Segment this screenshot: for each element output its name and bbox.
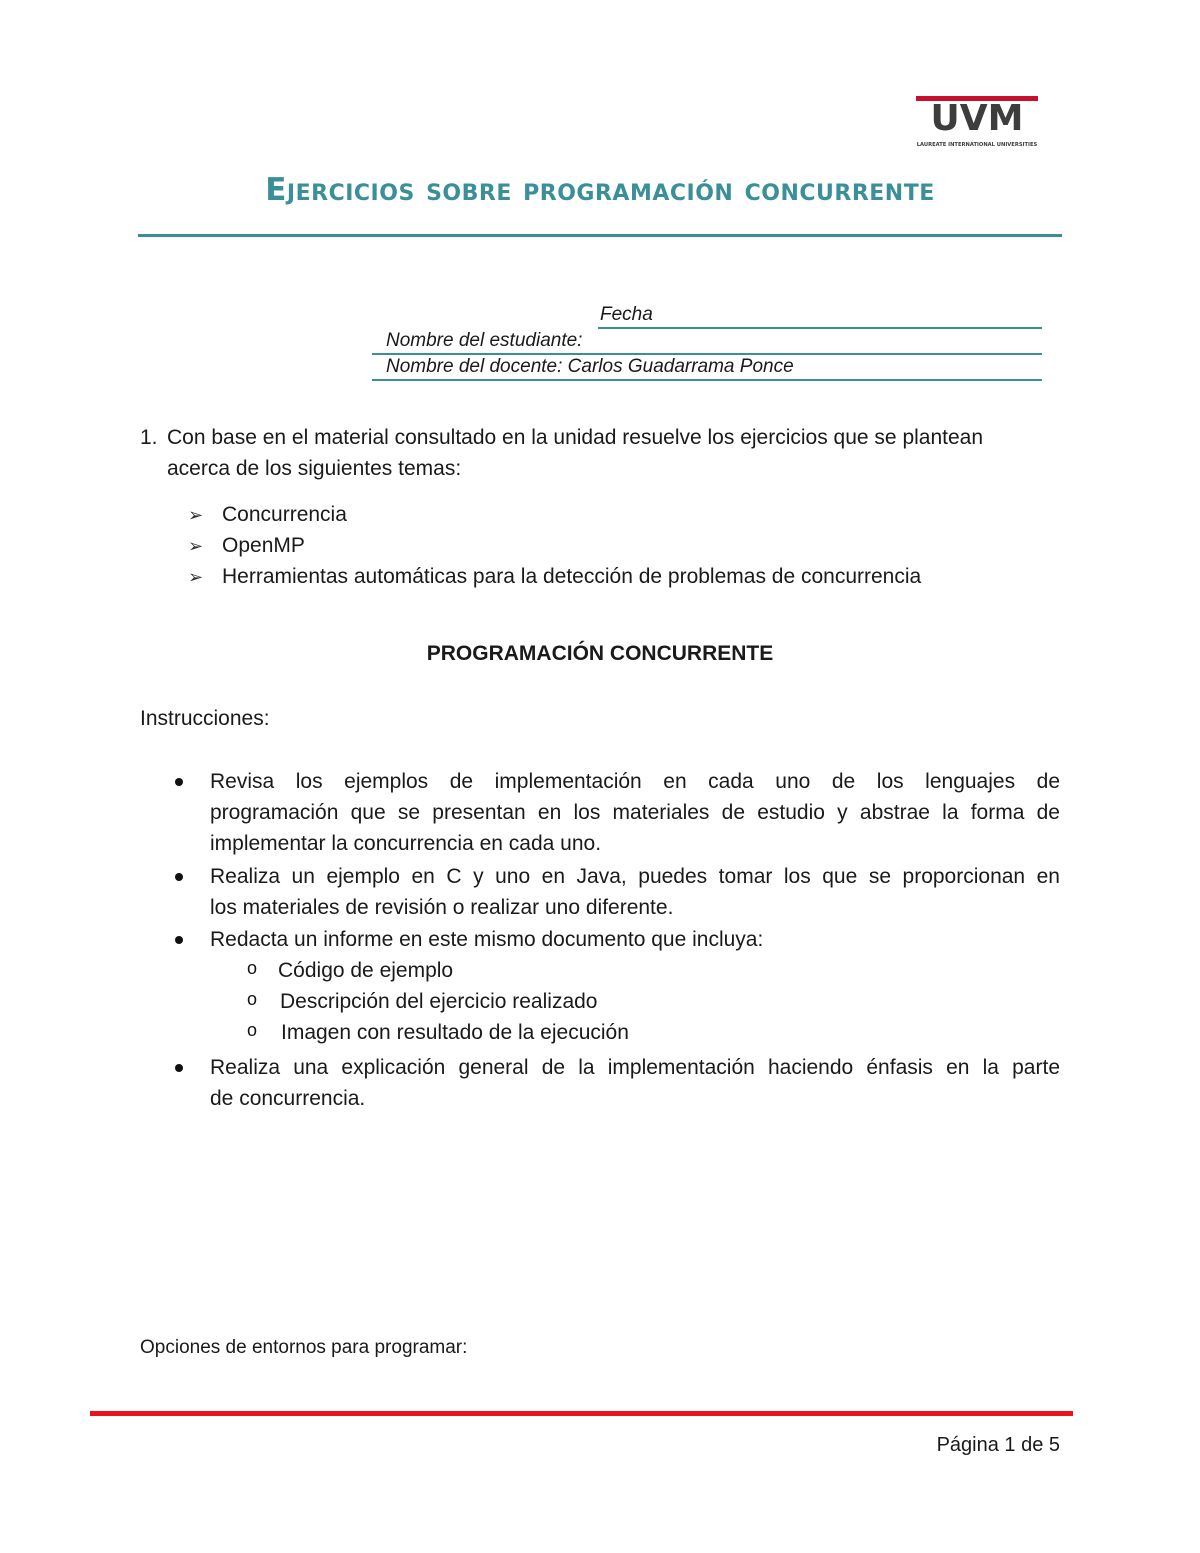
arrow-bullet-icon: ➢: [188, 536, 204, 556]
page-number: Página 1 de 5: [936, 1434, 1060, 1456]
intro-line-2: acerca de los siguientes temas:: [167, 457, 462, 480]
topic-label: Herramientas automáticas para la detección de problemas de concurrencia: [222, 565, 922, 588]
bullet-dot-icon: [175, 1064, 183, 1072]
student-name-label: Nombre del estudiante:: [386, 330, 583, 351]
arrow-bullet-icon: ➢: [188, 567, 204, 587]
circle-bullet-icon: o: [247, 958, 258, 978]
circle-bullet-icon: o: [247, 989, 258, 1009]
instructions-label: Instrucciones:: [140, 707, 270, 730]
sub-bullet-label: Código de ejemplo: [278, 959, 454, 982]
logo-text: UVM: [930, 98, 1024, 139]
bullet-4-line-2: de concurrencia.: [210, 1087, 366, 1110]
sub-bullet-label: Imagen con resultado de la ejecución: [281, 1021, 629, 1044]
bullet-4-line-1: Realiza una explicación general de la implementación haciendo énfasis en la parte: [210, 1056, 1060, 1079]
title-rule: [138, 234, 1062, 237]
bullet-dot-icon: [175, 778, 183, 786]
environments-label: Opciones de entornos para programar:: [140, 1337, 468, 1358]
topic-label: Concurrencia: [222, 503, 347, 526]
document-title: Ejercicios sobre programación concurrente: [265, 172, 935, 208]
footer-rule: [90, 1411, 1073, 1416]
bullet-dot-icon: [175, 936, 183, 944]
intro-number: 1.: [140, 426, 158, 449]
topic-item: [188, 530, 305, 562]
topic-item: [188, 499, 347, 531]
student-name-line: [372, 353, 1042, 355]
uvm-logo: [914, 96, 1040, 152]
fecha-label: Fecha: [600, 304, 653, 325]
bullet-dot-icon: [175, 873, 183, 881]
bullet-2-line-2: los materiales de revisión o realizar uno diferente.: [210, 896, 674, 919]
bullet-3-line-1: Redacta un informe en este mismo documento que incluya:: [210, 928, 764, 951]
bullet-1-line-3: implementar la concurrencia en cada uno.: [210, 832, 602, 855]
circle-bullet-icon: o: [247, 1020, 258, 1040]
bullet-1-line-1: Revisa los ejemplos de implementación en cada uno de los lenguajes de: [210, 770, 1060, 793]
teacher-name-label: Nombre del docente: Carlos Guadarrama Ponce: [386, 356, 794, 377]
teacher-name-line: [372, 379, 1042, 381]
section-heading: PROGRAMACIÓN CONCURRENTE: [426, 642, 774, 665]
intro-line-1: Con base en el material consultado en la unidad resuelve los ejercicios que se plantean: [167, 426, 984, 449]
sub-bullet-label: Descripción del ejercicio realizado: [280, 990, 598, 1013]
topic-item: [188, 561, 921, 593]
fecha-line: [598, 327, 1042, 329]
arrow-bullet-icon: ➢: [188, 505, 204, 525]
logo-subtitle: LAUREATE INTERNATIONAL UNIVERSITIES: [916, 142, 1038, 148]
bullet-1-line-2: programación que se presentan en los materiales de estudio y abstrae la forma de: [210, 801, 1060, 824]
topic-label: OpenMP: [222, 534, 305, 557]
bullet-2-line-1: Realiza un ejemplo en C y uno en Java, puedes tomar los que se proporcionan en: [210, 865, 1060, 888]
